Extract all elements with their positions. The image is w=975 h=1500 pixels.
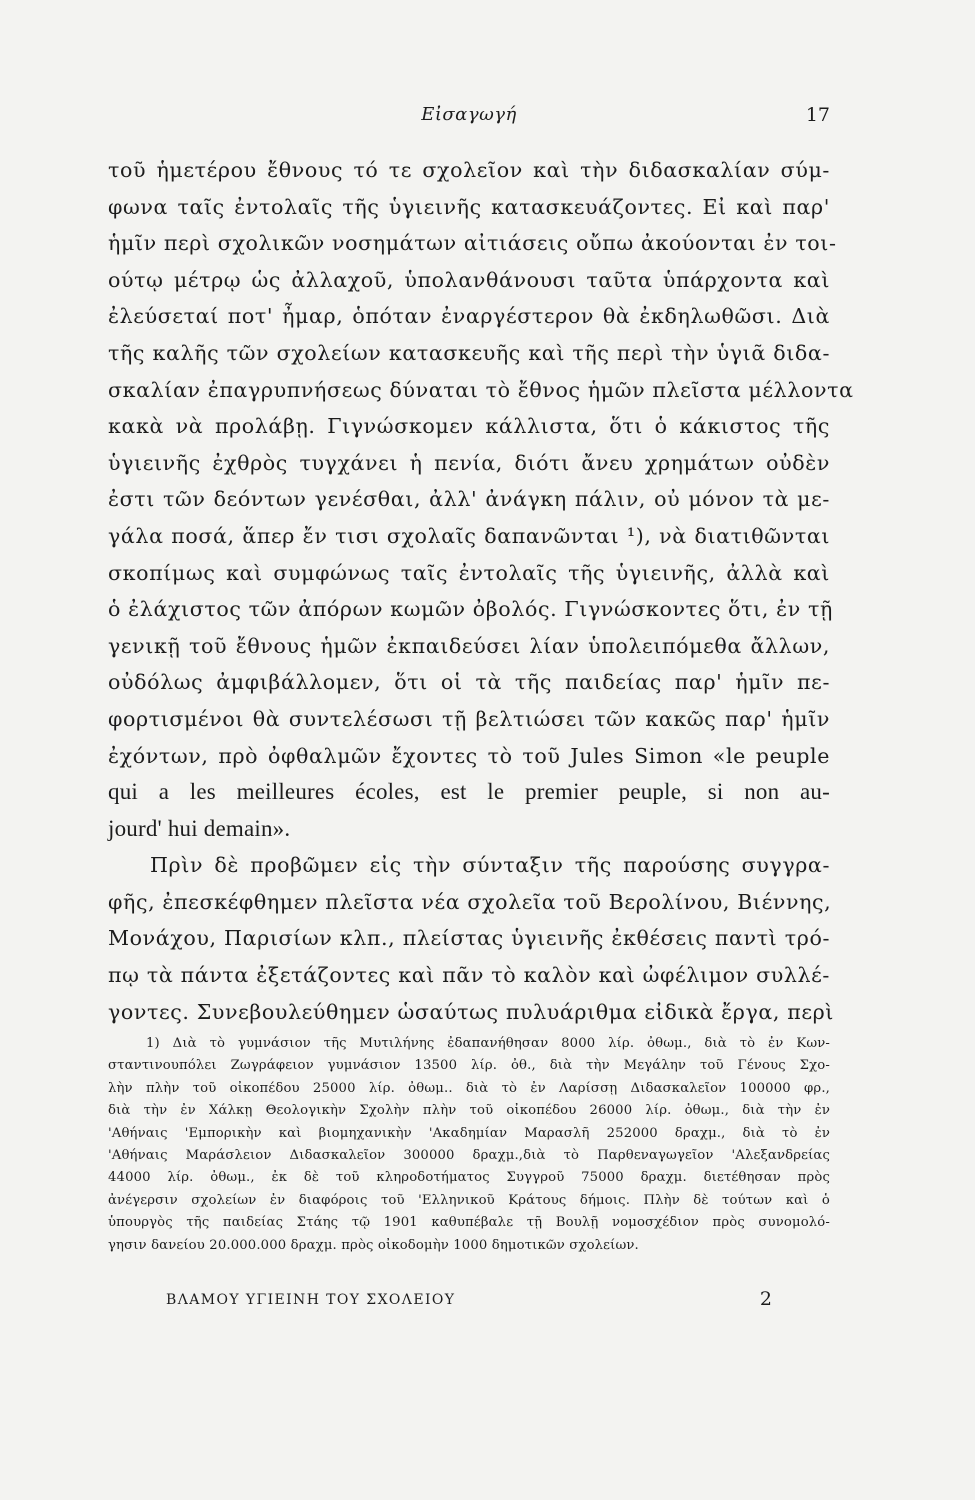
page-number: 17 — [805, 104, 830, 126]
body-line: τῆς καλῆς τῶν σχολείων κατασκευῆς καὶ τῆς περὶ τὴν ὑγιᾶ διδα- — [108, 340, 830, 365]
footnote-line: λὴν πλὴν τοῦ οἰκοπέδου 25000 λίρ. ὀθωμ.. διὰ τὸ ἐν Λαρίσσῃ Διδασκαλεῖον 100000 φρ., — [108, 1080, 830, 1096]
footnote-line: γησιν δανείου 20.000.000 δραχμ. πρὸς οἰκοδομὴν 1000 δημοτικῶν σχολείων. — [108, 1237, 639, 1253]
body-line: ἐχόντων, πρὸ ὀφθαλμῶν ἔχοντες τὸ τοῦ Jules Simon «le peuple — [108, 743, 830, 768]
body-line: σκοπίμως καὶ συμφώνως ταῖς ἐντολαῖς τῆς ὑγιεινῆς, ἀλλὰ καὶ — [108, 560, 830, 585]
footnote — [108, 1033, 830, 1257]
body-line: τοῦ ἡμετέρου ἔθνους τό τε σχολεῖον καὶ τὴν διδασκαλίαν σύμ- — [108, 158, 830, 182]
body-line: ὑγιεινῆς ἐχθρὸς τυγχάνει ἡ πενία, διότι ἄνευ χρημάτων οὐδὲν — [108, 450, 830, 475]
footnote-line: 44000 λίρ. ὀθωμ., ἐκ δὲ τοῦ κληροδοτήματος Συγγροῦ 75000 δραχμ. διετέθησαν πρὸς — [108, 1170, 830, 1186]
body-line-paragraph-start: Πρὶν δὲ προβῶμεν εἰς τὴν σύνταξιν τῆς παρούσης συγγρα- — [150, 853, 830, 878]
signature-title: ΒΛΑΜΟΥ ΥΓΙΕΙΝΗ ΤΟΥ ΣΧΟΛΕΙΟΥ — [166, 1292, 456, 1308]
body-line: γενικῇ τοῦ ἔθνους ἡμῶν ἐκπαιδεύσει λίαν ὑπολειπόμεθα ἄλλων, — [108, 633, 830, 658]
body-line: φορτισμένοι θὰ συντελέσωσι τῇ βελτιώσει τῶν κακῶς παρ' ἡμῖν — [108, 706, 830, 731]
signature-sheet-number: 2 — [759, 1288, 772, 1310]
footnote-line: 'Αθήναις 'Εμπορικὴν καὶ βιομηχανικὴν 'Ακαδημίαν Μαρασλῆ 252000 δραχμ., διὰ τὸ ἐν — [108, 1125, 830, 1141]
body-line: σκαλίαν ἐπαγρυπνήσεως δύναται τὸ ἔθνος ἡμῶν πλεῖστα μέλλοντα — [108, 377, 854, 402]
body-line: ἡμῖν περὶ σχολικῶν νοσημάτων αἰτιάσεις οὔπω ἀκούονται ἐν τοι- — [108, 231, 837, 256]
footnote-line: 'Αθήναις Μαράσλειον Διδασκαλεῖον 300000 δραχμ.,διὰ τὸ Παρθεναγωγεῖον 'Αλεξανδρείας — [108, 1147, 830, 1163]
running-head — [108, 104, 830, 134]
footnote-line: 1) Διὰ τὸ γυμνάσιον τῆς Μυτιλήνης ἐδαπανήθησαν 8000 λίρ. ὀθωμ., διὰ τὸ ἐν Κων- — [146, 1036, 830, 1051]
body-line: γοντες. Συνεβουλεύθημεν ὡσαύτως πυλυάριθμα εἰδικὰ ἔργα, περὶ — [108, 999, 834, 1024]
body-text — [108, 152, 854, 1030]
footnote-line: διὰ τὴν ἐν Χάλκῃ Θεολογικὴν Σχολὴν πλὴν τοῦ οἰκοπέδου 26000 λίρ. ὀθωμ., διὰ τὴν ἐν — [108, 1103, 830, 1119]
body-line: οὐδόλως ἀμφιβάλλομεν, ὅτι οἱ τὰ τῆς παιδείας παρ' ἡμῖν πε- — [108, 670, 830, 695]
body-line: ἐστι τῶν δεόντων γενέσθαι, ἀλλ' ἀνάγκη πάλιν, οὐ μόνον τὰ με- — [108, 487, 830, 512]
running-title: Εἰσαγωγή — [421, 104, 517, 125]
body-line-french-quote: qui a les meilleures écoles, est le premier peuple, si non au- — [108, 779, 830, 805]
body-line: φωνα ταῖς ἐντολαῖς τῆς ὑγιεινῆς κατασκευάζοντες. Εἰ καὶ παρ' — [108, 194, 830, 219]
body-line: ούτῳ μέτρῳ ὡς ἀλλαχοῦ, ὑπολανθάνουσι ταῦτα ὑπάρχοντα καὶ — [108, 267, 830, 292]
body-line: γάλα ποσά, ἅπερ ἔν τισι σχολαῖς δαπανῶνται ¹), νὰ διατιθῶνται — [108, 523, 830, 548]
body-line: κακὰ νὰ προλάβῃ. Γιγνώσκομεν κάλλιστα, ὅτι ὁ κάκιστος τῆς — [108, 414, 830, 439]
body-line: ὁ ἐλάχιστος τῶν ἀπόρων κωμῶν ὀβολός. Γιγνώσκοντες ὅτι, ἐν τῇ — [108, 597, 833, 622]
footnote-line: ἀνέγερσιν σχολείων ἐν διαφόροις τοῦ 'Ελληνικοῦ Κράτους δήμοις. Πλὴν δὲ τούτων καὶ ὁ — [108, 1192, 830, 1208]
footnote-line: ὑπουργὸς τῆς παιδείας Στάης τῷ 1901 καθυπέβαλε τῇ Βουλῇ νομοσχέδιον πρὸς συνομολό- — [108, 1215, 830, 1231]
signature-line — [108, 1288, 830, 1316]
body-line: ἐλεύσεταί ποτ' ἦμαρ, ὁπόταν ἐναργέστερον θὰ ἐκδηλωθῶσι. Διὰ — [108, 304, 830, 329]
body-line: φῆς, ἐπεσκέφθημεν πλεῖστα νέα σχολεῖα τοῦ Βερολίνου, Βιέννης, — [108, 889, 832, 914]
body-line: Μονάχου, Παρισίων κλπ., πλείστας ὑγιεινῆς ἐκθέσεις παντὶ τρό- — [108, 926, 830, 951]
body-line: πῳ τὰ πάντα ἐξετάζοντες καὶ πᾶν τὸ καλὸν καὶ ὠφέλιμον συλλέ- — [108, 963, 830, 988]
body-line-paragraph-end: jourd' hui demain». — [108, 815, 291, 841]
footnote-line: σταντινουπόλει Ζωγράφειον γυμνάσιον 13500 λίρ. ὀθ., διὰ τὴν Μεγάλην τοῦ Γένους Σχο- — [108, 1058, 830, 1074]
